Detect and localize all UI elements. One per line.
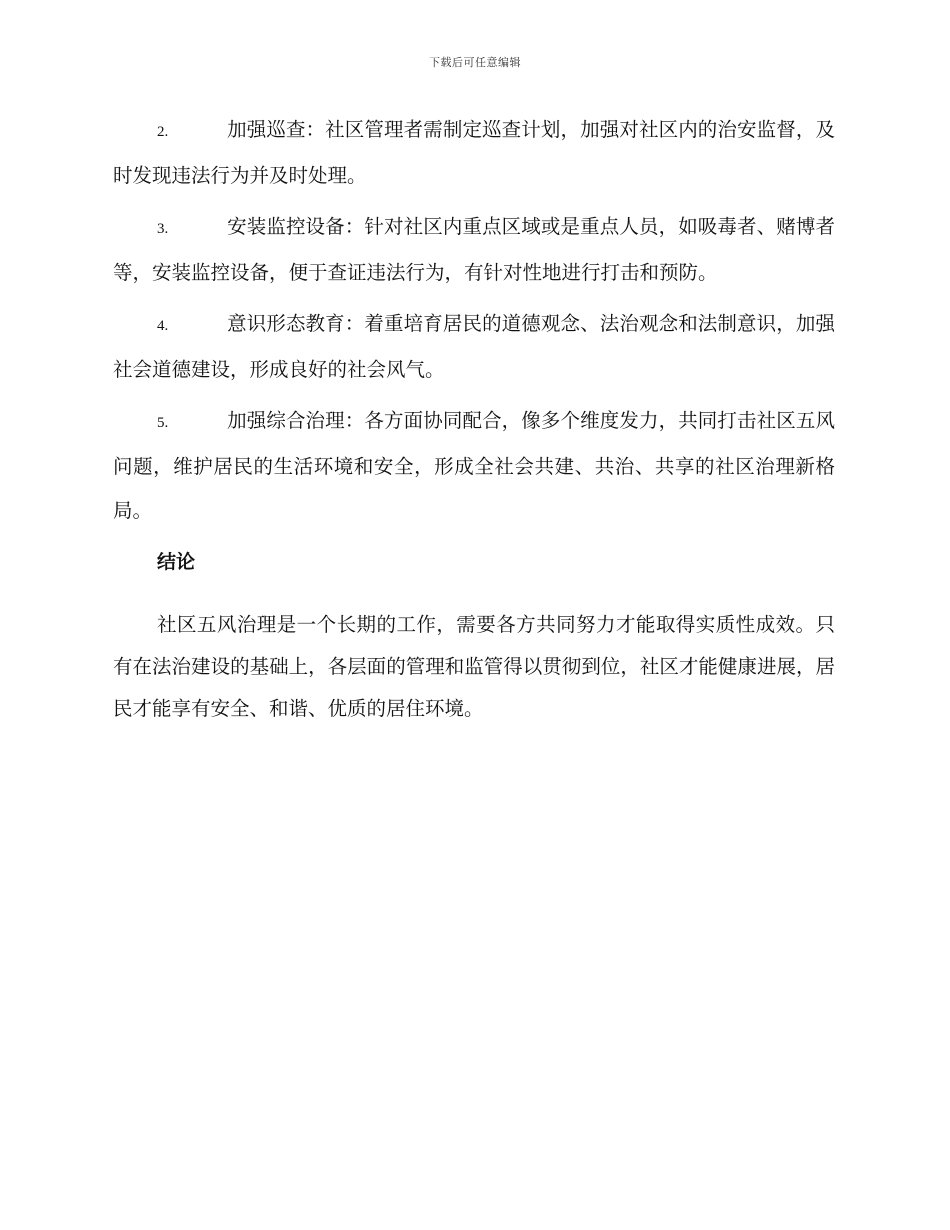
document-body — [113, 108, 835, 749]
list-item-text: 加强综合治理：各方面协同配合，像多个维度发力，共同打击社区五风问题，维护居民的生活环境和安全，形成全社会共建、共治、共享的社区治理新格局。 — [113, 409, 835, 522]
list-item — [113, 399, 835, 533]
list-item-text: 加强巡查：社区管理者需制定巡查计划，加强对社区内的治安监督，及时发现违法行为并及时处理。 — [113, 118, 835, 187]
conclusion-paragraph: 社区五风治理是一个长期的工作，需要各方共同努力才能取得实质性成效。只有在法治建设的基础上，各层面的管理和监管得以贯彻到位，社区才能健康进展，居民才能享有安全、和谐、优质的居住环境。 — [113, 612, 835, 720]
list-item-number: 2. — [157, 124, 169, 140]
list-item-number: 4. — [157, 318, 169, 334]
list-item-text: 意识形态教育：着重培育居民的道德观念、法治观念和法制意识，加强社会道德建设，形成良好的社会风气。 — [113, 312, 835, 381]
page-header: 下载后可任意编辑 — [429, 56, 521, 69]
list-item-text: 安装监控设备：针对社区内重点区域或是重点人员，如吸毒者、赌博者等，安装监控设备，便于查证违法行为，有针对性地进行打击和预防。 — [113, 215, 835, 284]
list-item-number: 3. — [157, 221, 169, 237]
list-item — [113, 302, 835, 392]
list-item — [113, 108, 835, 198]
list-item — [113, 205, 835, 295]
list-item-number: 5. — [157, 415, 169, 431]
conclusion-heading: 结论 — [157, 551, 196, 573]
